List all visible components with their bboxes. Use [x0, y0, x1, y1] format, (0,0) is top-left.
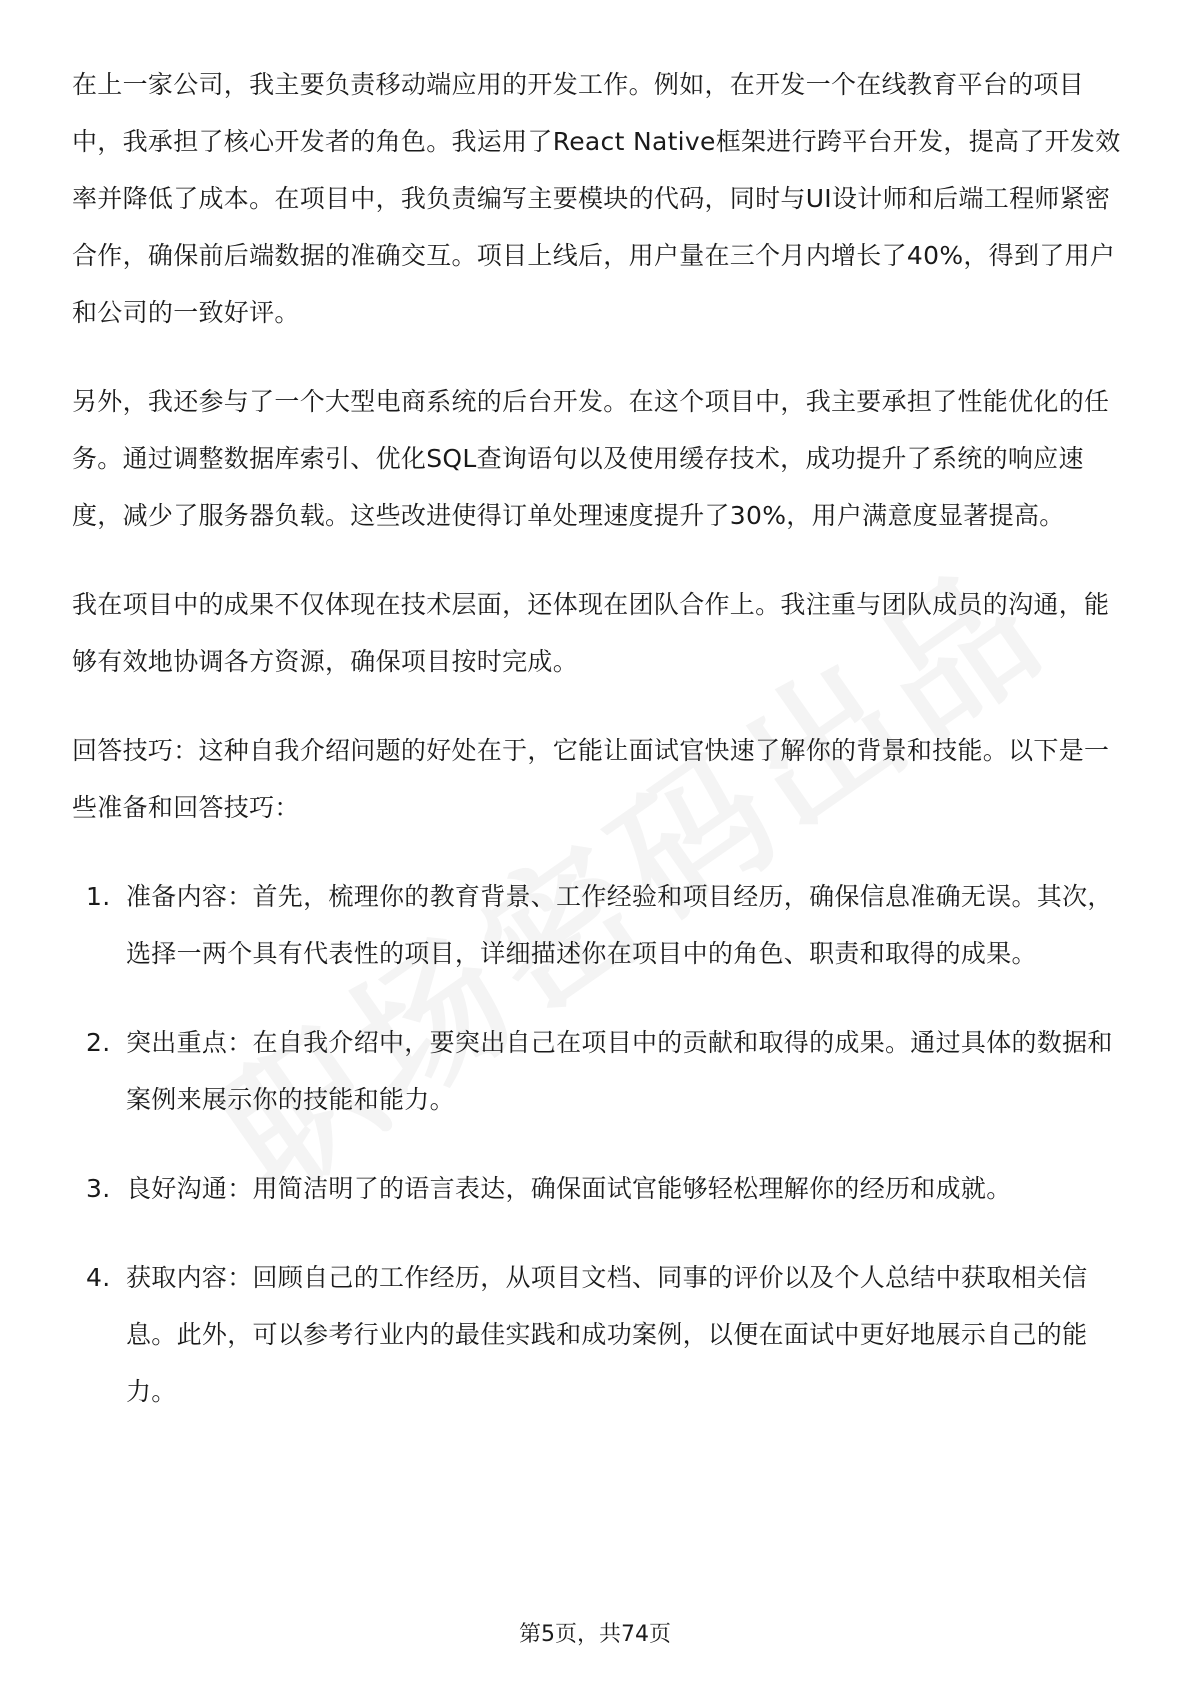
list-item	[72, 1014, 1122, 1128]
list-item-text: 获取内容：回顾自己的工作经历，从项目文档、同事的评价以及个人总结中获取相关信息。此外，可以参考行业内的最佳实践和成功案例，以便在面试中更好地展示自己的能力。	[126, 1263, 1088, 1406]
list-number: 4.	[86, 1263, 111, 1292]
paragraph-ecommerce-project: 另外，我还参与了一个大型电商系统的后台开发。在这个项目中，我主要承担了性能优化的任务。通过调整数据库索引、优化SQL查询语句以及使用缓存技术，成功提升了系统的响应速度，减少了服务器负载。这些改进使得订单处理速度提升了30%，用户满意度显著提高。	[72, 387, 1110, 530]
list-item-text: 突出重点：在自我介绍中，要突出自己在项目中的贡献和取得的成果。通过具体的数据和案例来展示你的技能和能力。	[126, 1028, 1113, 1114]
list-number: 2.	[86, 1028, 111, 1057]
list-number: 3.	[86, 1174, 111, 1203]
tips-list	[72, 868, 1122, 1420]
paragraph-previous-company: 在上一家公司，我主要负责移动端应用的开发工作。例如，在开发一个在线教育平台的项目中，我承担了核心开发者的角色。我运用了React Native框架进行跨平台开发，提高了开发效率并降低了成本。在项目中，我负责编写主要模块的代码，同时与UI设计师和后端工程师紧密合作，确保前后端数据的准确交互。项目上线后，用户量在三个月内增长了40%，得到了用户和公司的一致好评。	[72, 70, 1121, 327]
list-item	[72, 1249, 1122, 1420]
list-item	[72, 1160, 1122, 1217]
paragraph-answer-tips: 回答技巧：这种自我介绍问题的好处在于，它能让面试官快速了解你的背景和技能。以下是一些准备和回答技巧：	[72, 736, 1110, 822]
list-item	[72, 868, 1122, 982]
list-number: 1.	[86, 882, 111, 911]
list-item-text: 良好沟通：用简洁明了的语言表达，确保面试官能够轻松理解你的经历和成就。	[126, 1174, 1012, 1203]
page-footer: 第5页，共74页	[519, 1622, 671, 1647]
document-body	[72, 56, 1122, 1452]
list-item-text: 准备内容：首先，梳理你的教育背景、工作经验和项目经历，确保信息准确无误。其次，选择一两个具有代表性的项目，详细描述你在项目中的角色、职责和取得的成果。	[126, 882, 1113, 968]
paragraph-teamwork: 我在项目中的成果不仅体现在技术层面，还体现在团队合作上。我注重与团队成员的沟通，能够有效地协调各方资源，确保项目按时完成。	[72, 590, 1110, 676]
